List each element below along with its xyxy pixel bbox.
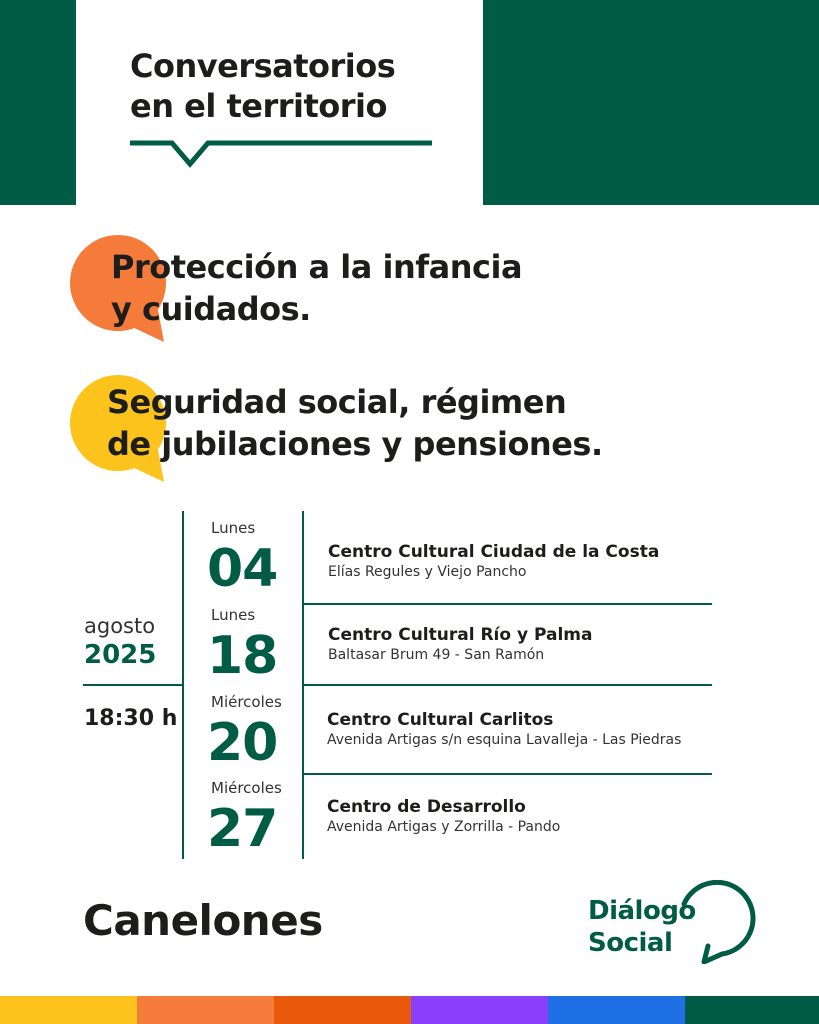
event-weekday: Lunes [211,519,256,537]
event-venue: Centro de Desarrollo [327,797,526,817]
event-venue: Centro Cultural Ciudad de la Costa [328,542,660,562]
event-day: 27 [207,799,278,859]
event-weekday: Lunes [211,606,256,624]
event-day: 18 [207,626,278,686]
row-separator [303,603,712,605]
month-label: agosto [84,614,156,638]
time-label: 18:30 h [84,706,178,731]
brand-line1: Diálogo [588,896,696,926]
event-venue: Centro Cultural Río y Palma [328,625,593,645]
header-right-block [483,0,819,205]
topic-line: Seguridad social, régimen [107,383,567,421]
topic-line: y cuidados. [111,290,311,328]
color-stripe-blue [548,996,685,1024]
event-weekday: Miércoles [211,693,282,711]
event-venue: Centro Cultural Carlitos [327,710,554,730]
topic-infancia [111,246,522,330]
topic-line: de jubilaciones y pensiones. [107,425,603,463]
header-left-block [0,0,76,205]
date-separator [83,684,183,686]
color-stripe-orange [137,996,274,1024]
event-day: 20 [207,713,278,773]
color-stripe-yellow [0,996,137,1024]
color-stripe-green [685,996,819,1024]
speech-bubble-outline-icon [670,880,762,964]
event-address: Avenida Artigas s/n esquina Lavalleja - Las Piedras [327,732,682,748]
year-label: 2025 [84,640,157,670]
page-title-line1: Conversatorios [130,47,396,85]
title-underline-pointer [128,136,434,176]
page-title-line2: en el territorio [130,87,387,125]
row-separator [303,684,712,686]
color-stripe-purple [411,996,548,1024]
brand-line2: Social [588,928,673,958]
event-address: Elías Regules y Viejo Pancho [328,564,527,580]
page-title [130,46,395,126]
event-address: Avenida Artigas y Zorrilla - Pando [327,819,561,835]
row-separator [303,773,712,775]
event-weekday: Miércoles [211,779,282,797]
event-address: Baltasar Brum 49 - San Ramón [328,647,545,663]
city-name: Canelones [83,896,323,945]
topic-line: Protección a la infancia [111,248,523,286]
color-stripe-dark-orange [274,996,411,1024]
topic-seguridad-social [107,381,603,465]
event-day: 04 [207,539,278,599]
